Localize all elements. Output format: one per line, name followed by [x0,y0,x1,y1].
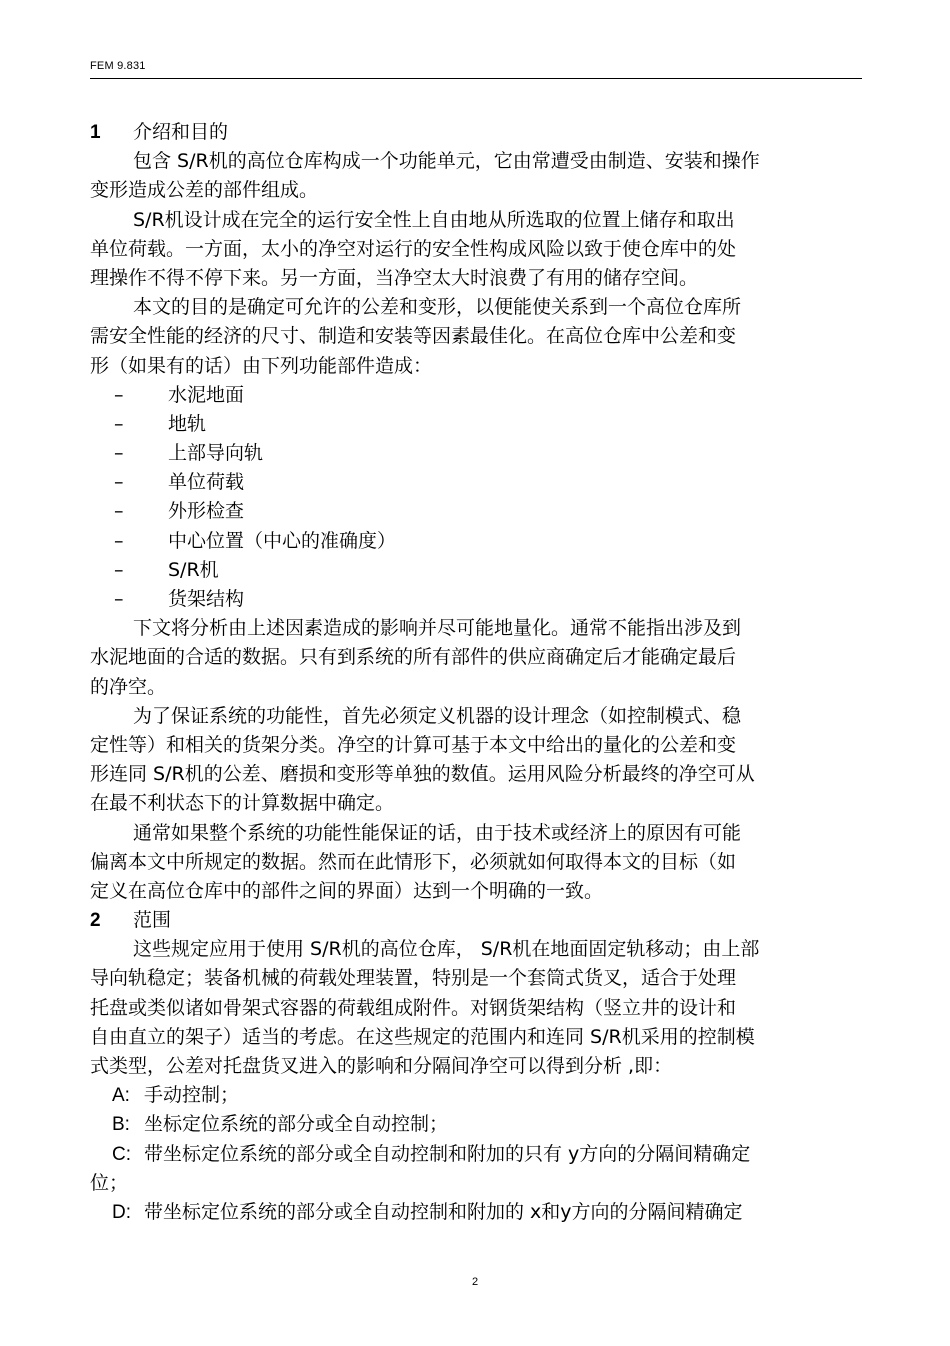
list-item-text: 地轨 [168,412,207,435]
list-item [90,439,862,468]
list-item-text: 上部导向轨 [168,442,264,465]
list-item-text: 外形检查 [168,500,245,523]
list-item [90,527,862,556]
section-title: 介绍和目的 [133,121,229,143]
option-label: A: [112,1085,130,1107]
paragraph-line: 理操作不得不停下来。另一方面，当净空太大时浪费了有用的储存空间。 [90,266,699,289]
list-item [90,468,862,497]
bullet-dash: – [114,529,124,552]
control-option [90,1081,862,1110]
list-item [90,556,862,585]
paragraph-line: S/R机设计成在完全的运行安全性上自由地从所选取的位置上储存和取出 [133,208,735,231]
paragraph-line: 偏离本文中所规定的数据。然而在此情形下，必须就如何取得本文的目标（如 [90,850,737,873]
list-item [90,497,862,526]
page-number: 2 [471,1276,479,1288]
paragraph-line: 在最不利状态下的计算数据中确定。 [90,792,395,815]
header-rule [90,78,862,79]
control-option [90,1198,862,1227]
option-continuation: 位； [90,1171,129,1194]
bullet-dash: – [114,500,124,523]
section-title: 范围 [133,909,172,932]
option-text: 坐标定位系统的部分或全自动控制； [144,1113,449,1136]
paragraph-line: 形连同 S/R机的公差、磨损和变形等单独的数值。运用风险分析最终的净空可从 [90,763,755,786]
bullet-dash: – [114,471,124,494]
control-option [90,1110,862,1139]
section-heading [90,118,862,147]
option-label: C: [112,1143,131,1165]
control-option [90,1140,862,1169]
list-item [90,585,862,614]
paragraph-line: 需安全性能的经济的尺寸、制造和安装等因素最佳化。在高位仓库中公差和变 [90,325,737,348]
list-item-text: 水泥地面 [168,383,245,406]
paragraph-line: 本文的目的是确定可允许的公差和变形，以便能使关系到一个高位仓库所 [133,296,742,319]
paragraph-line: 水泥地面的合适的数据。只有到系统的所有部件的供应商确定后才能确定最后 [90,646,737,669]
option-label: B: [112,1114,130,1136]
bullet-dash: – [114,442,124,465]
list-item-text: 单位荷载 [168,471,245,494]
document-body [90,118,862,1227]
paragraph-line: 定性等）和相关的货架分类。净空的计算可基于本文中给出的量化的公差和变 [90,733,737,756]
paragraph-line: 通常如果整个系统的功能性能保证的话，由于技术或经济上的原因有可能 [133,821,742,844]
bullet-dash: – [114,383,124,406]
paragraph-line: 自由直立的架子）适当的考虑。在这些规定的范围内和连同 S/R机采用的控制模 [90,1025,755,1048]
list-item [90,410,862,439]
option-text: 带坐标定位系统的部分或全自动控制和附加的 x和y方向的分隔间精确定 [144,1200,743,1223]
document-header: FEM 9.831 [90,60,146,72]
option-text: 手动控制； [144,1084,240,1107]
paragraph-line: 这些规定应用于使用 S/R机的高位仓库， S/R机在地面固定轨移动；由上部 [133,938,760,961]
section-number: 2 [90,910,101,932]
paragraph-line: 下文将分析由上述因素造成的影响并尽可能地量化。通常不能指出涉及到 [133,617,742,640]
paragraph-line: 的净空。 [90,675,167,698]
list-item-text: S/R机 [168,558,219,581]
paragraph-line: 包含 S/R机的高位仓库构成一个功能单元，它由常遭受由制造、安装和操作 [133,150,760,173]
option-label: D: [112,1201,131,1223]
paragraph-line: 变形造成公差的部件组成。 [90,179,319,202]
paragraph-line: 单位荷载。一方面，太小的净空对运行的安全性构成风险以致于使仓库中的处 [90,237,737,260]
section-number: 1 [90,122,101,143]
bullet-dash: – [114,412,124,435]
section-heading [90,906,862,935]
paragraph-line: 导向轨稳定；装备机械的荷载处理装置，特别是一个套筒式货叉，适合于处理 [90,967,737,990]
list-item [90,381,862,410]
paragraph-line: 式类型，公差对托盘货叉进入的影响和分隔间净空可以得到分析 ,即： [90,1055,673,1077]
paragraph-line: 形（如果有的话）由下列功能部件造成： [90,354,433,377]
bullet-dash: – [114,558,124,581]
paragraph-line: 为了保证系统的功能性，首先必须定义机器的设计理念（如控制模式、稳 [133,704,742,727]
bullet-dash: – [114,588,124,610]
paragraph-line: 托盘或类似诸如骨架式容器的荷载组成附件。对钢货架结构（竖立井的设计和 [90,996,737,1019]
option-text: 带坐标定位系统的部分或全自动控制和附加的只有 y方向的分隔间精确定 [144,1142,751,1165]
paragraph-line: 定义在高位仓库中的部件之间的界面）达到一个明确的一致。 [90,879,604,902]
list-item-text: 中心位置（中心的准确度） [168,529,397,552]
list-item-text: 货架结构 [168,588,245,610]
